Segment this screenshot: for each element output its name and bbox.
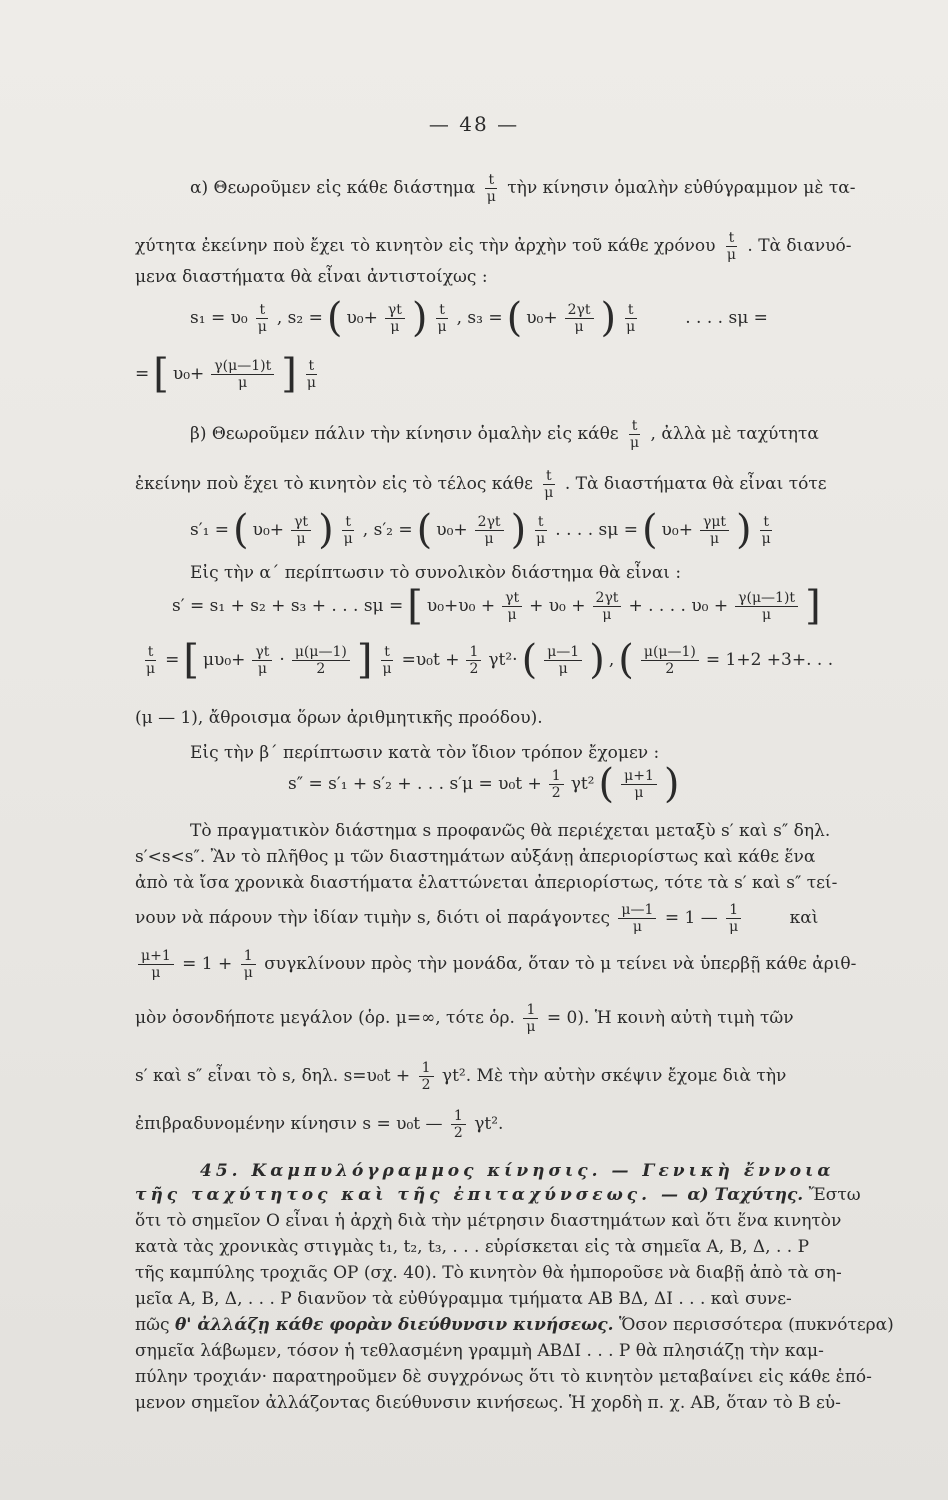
alpha-equation-2: = [ υ₀+ $\frac{\gamma(\mu—1)t}{\mu}$ ] $\frac{t}{\mu}$ xyxy=(135,351,316,397)
alpha-line-2: χύτητα ἐκείνην ποὺ ἔχει τὸ κινητὸν εἰς τὴν ἀρχὴν τοῦ κάθε χρόνου $\frac{t}{\mu}$ . Τὰ διανυό- xyxy=(135,230,852,263)
section-line-6: μεῖα Α, Β, Δ, . . . Ρ διανῦον τὰ εὐθύγραμμα τμήματα ΑΒ ΒΔ, ΔΙ . . . καὶ συνε- xyxy=(135,1289,792,1309)
beta-equation-1: s′₁ = ( υ₀+ $\frac{\gamma t}{\mu}$ ) $\frac{t}{\mu}$ , s′₂ = ( υ₀+ $\frac{2\gamma t}{\mu}$ ) $\frac{t}{\mu}$ . . . . sμ = ( υ₀+ $\frac{\text{γμt}}{\mu}$ ) $\frac{t}{\mu}$ xyxy=(190,507,771,553)
para-line-2: s′<s<s″. Ἂν τὸ πλῆθος μ τῶν διαστημάτων αὐξάνῃ ἀπεριορίστως καὶ κάθε ἕνα xyxy=(135,847,816,867)
para-line-4: νουν νὰ πάρουν τὴν ἰδίαν τιμὴν s, διότι οἱ παράγοντες $\frac{\mu—1}{\mu}$ = 1 — $\frac{1}{\mu}$ καὶ xyxy=(135,902,819,935)
case-b-equation: s″ = s′₁ + s′₂ + . . . s′μ = υ₀t + $\frac{1}{2}$ γt² ( $\frac{\mu+1}{\mu}$ ) xyxy=(288,761,680,807)
section-line-10: μενον σημεῖον ἀλλάζοντας διεύθυνσιν κινήσεως. Ἡ χορδὴ π. χ. ΑΒ, ὅταν τὸ Β εὑ- xyxy=(135,1393,841,1413)
beta-line-2: ἐκείνην ποὺ ἔχει τὸ κινητὸν εἰς τὸ τέλος κάθε $\frac{t}{\mu}$ . Τὰ διαστήματα θὰ εἶναι τότε xyxy=(135,468,827,501)
para-line-6: μὸν ὁσονδήποτε μεγάλον (ὁρ. μ=∞, τότε ὁρ. $\frac{1}{\mu}$ = 0). Ἡ κοινὴ αὐτὴ τιμὴ τῶν xyxy=(135,1002,794,1035)
para-line-7: s′ καὶ s″ εἶναι τὸ s, δηλ. s=υ₀t + $\frac{1}{2}$ γt². Μὲ τὴν αὐτὴν σκέψιν ἔχομε διὰ τὴν xyxy=(135,1060,787,1093)
section-line-5: τῆς καμπύλης τροχιᾶς ΟΡ (σχ. 40). Τὸ κινητὸν θὰ ἠμποροῦσε νὰ διαβῇ ἀπὸ τὰ ση- xyxy=(135,1263,842,1283)
page-number: — 48 — xyxy=(428,112,520,136)
para-line-3: ἀπὸ τὰ ἴσα χρονικὰ διαστήματα ἐλαττώνεται ἀπεριορίστως, τότε τὰ s′ καὶ s″ τεί- xyxy=(135,873,838,893)
beta-line-1: β) Θεωροῦμεν πάλιν τὴν κίνησιν ὁμαλὴν εἰς κάθε $\frac{t}{\mu}$ , ἀλλὰ μὲ ταχύτητα xyxy=(190,418,819,451)
case-a-equation-2: $\frac{t}{\mu}$ = [ μυ₀+ $\frac{\gamma t}{\mu}$ · $\frac{\mu(\mu—1)}{2}$ ] $\frac{t}{\mu}$ =υ₀t + $\frac{1}{2}$ γt²· ( $\frac{\mu—1}{\mu}$ ) , ( $\frac{\mu(\mu—1)}{2}$ = 1+2 +3+. . . xyxy=(146,637,834,683)
section-line-9: πύλην τροχιάν· παρατηροῦμεν δὲ συγχρόνως ὅτι τὸ κινητὸν μεταβαίνει εἰς κάθε ἑπό- xyxy=(135,1367,872,1387)
section-heading: 45. Καμπυλόγραμμος κίνησις. — Γενικὴ ἔννοια xyxy=(200,1161,835,1181)
alpha-equation-1: s₁ = υ₀ $\frac{t}{\mu}$ , s₂ = ( υ₀+ $\frac{\gamma t}{\mu}$ ) $\frac{t}{\mu}$ , s₃ = ( υ₀+ $\frac{2\gamma t}{\mu}$ ) $\frac{t}{\mu}$ . . . . sμ = xyxy=(190,295,768,341)
para-line-1: Τὸ πραγματικὸν διάστημα s προφανῶς θὰ περιέχεται μεταξὺ s′ καὶ s″ δηλ. xyxy=(190,821,831,841)
alpha-line-3: μενα διαστήματα θὰ εἶναι ἀντιστοίχως : xyxy=(135,267,488,287)
section-line-3: ὅτι τὸ σημεῖον Ο εἶναι ἡ ἀρχὴ διὰ τὴν μέτρησιν διαστημάτων καὶ ὅτι ἕνα κινητὸν xyxy=(135,1211,842,1231)
section-line-4: κατὰ τὰς χρονικὰς στιγμὰς t₁, t₂, t₃, . . . εὑρίσκεται εἰς τὰ σημεῖα Α, Β, Δ, . . Ρ xyxy=(135,1237,810,1257)
section-line-7: πῶς θ' ἀλλάζῃ κάθε φορὰν διεύθυνσιν κινήσεως. Ὅσον περισσότερα (πυκνότερα) xyxy=(135,1315,894,1335)
section-line-2: τῆς ταχύτητος καὶ τῆς ἐπιταχύνσεως. — α) Ταχύτης. Ἔστω xyxy=(135,1185,861,1205)
para-line-5: $\frac{\mu+1}{\mu}$ = 1 + $\frac{1}{\mu}$ συγκλίνουν πρὸς τὴν μονάδα, ὅταν τὸ μ τείνει νὰ ὑπερβῇ κάθε ἀριθ- xyxy=(135,948,856,981)
case-b-intro: Εἰς τὴν β΄ περίπτωσιν κατὰ τὸν ἴδιον τρόπον ἔχομεν : xyxy=(190,743,660,763)
section-line-8: σημεῖα λάβωμεν, τόσον ἡ τεθλασμένη γραμμὴ ΑΒΔΙ . . . Ρ θὰ πλησιάζῃ τὴν καμ- xyxy=(135,1341,824,1361)
alpha-line-1: α) Θεωροῦμεν εἰς κάθε διάστημα $\frac{t}{\mu}$ τὴν κίνησιν ὁμαλὴν εὐθύγραμμον μὲ τα- xyxy=(190,172,856,205)
para-line-8: ἐπιβραδυνομένην κίνησιν s = υ₀t — $\frac{1}{2}$ γt². xyxy=(135,1108,504,1141)
case-a-equation-1: s′ = s₁ + s₂ + s₃ + . . . sμ = [ υ₀+υ₀ + $\frac{\gamma t}{\mu}$ + υ₀ + $\frac{2\gamma t}{\mu}$ + . . . . υ₀ + $\frac{\gamma(\mu—1)t}{\mu}$ ] xyxy=(172,583,821,629)
case-a-intro: Εἰς τὴν α΄ περίπτωσιν τὸ συνολικὸν διάστημα θὰ εἶναι : xyxy=(190,563,682,583)
case-a-line-3: (μ — 1), ἄθροισμα ὅρων ἀριθμητικῆς προόδου). xyxy=(135,708,543,728)
